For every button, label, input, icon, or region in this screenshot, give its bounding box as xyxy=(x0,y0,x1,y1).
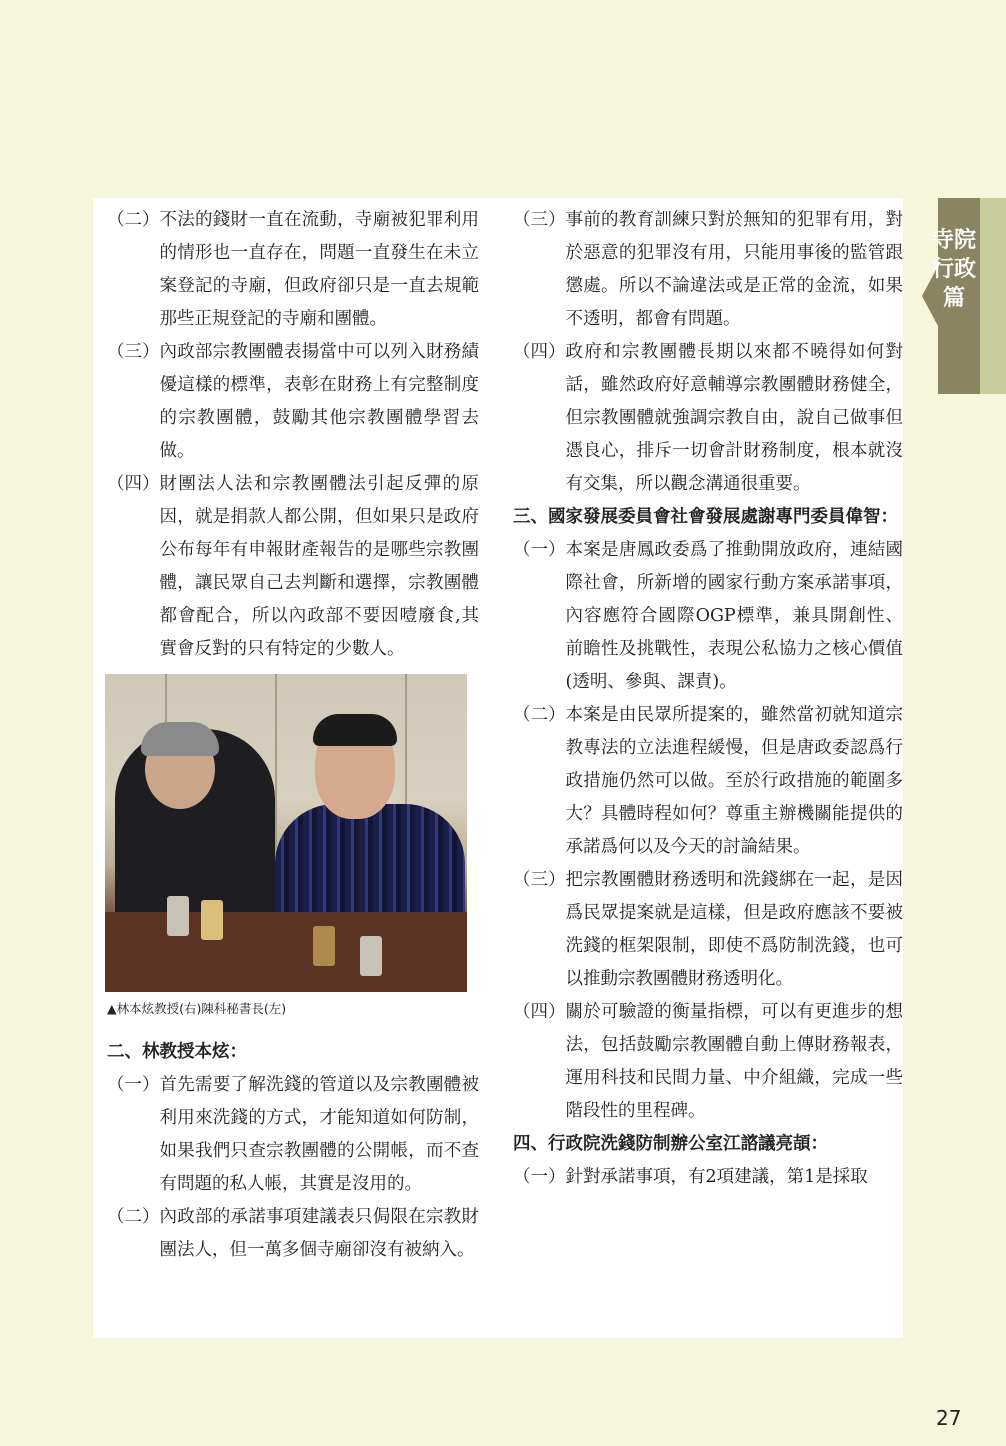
list-item xyxy=(513,204,903,336)
heading-number: 二、 xyxy=(107,1042,142,1062)
item-text: 首先需要了解洗錢的管道以及宗教團體被利用來洗錢的方式，才能知道如何防制，如果我們只查宗教團體的公開帳，而不查有問題的私人帳，其實是沒用的。 xyxy=(159,1075,479,1194)
list-item xyxy=(107,1069,479,1201)
item-text: 政府和宗教團體長期以來都不曉得如何對話，雖然政府好意輔導宗教團體財務健全，但宗教團體就強調宗教自由，說自己做事但憑良心，排斥一切會計財務制度，根本就沒有交集，所以觀念溝通很重要。 xyxy=(565,342,903,494)
item-text: 針對承諾事項，有2項建議，第1是採取 xyxy=(565,1167,868,1187)
item-text: 財團法人法和宗教團體法引起反彈的原因，就是捐款人都公開，但如果只是政府公布每年有申報財產報告的是哪些宗教團體，讓民眾自己去判斷和選擇，宗教團體都會配合，所以內政部不要因噎廢食,其實會反對的只有特定的少數人。 xyxy=(159,474,479,659)
item-text: 關於可驗證的衡量指標，可以有更進步的想法，包括鼓勵宗教團體自動上傳財務報表，運用科技和民間力量、中介組織，完成一些階段性的里程碑。 xyxy=(565,1002,903,1121)
photo-cup xyxy=(360,936,382,976)
item-text: 把宗教團體財務透明和洗錢綁在一起，是因爲民眾提案就是這樣，但是政府應該不要被洗錢的框架限制，即使不爲防制洗錢，也可以推動宗教團體財務透明化。 xyxy=(565,870,903,989)
item-number: （四） xyxy=(513,342,566,362)
item-number: （三） xyxy=(513,210,566,230)
page-number: 27 xyxy=(936,1406,962,1430)
list-item xyxy=(513,864,903,996)
item-number: （三） xyxy=(107,342,160,362)
section-heading xyxy=(513,501,903,534)
item-number: （一） xyxy=(513,540,566,560)
section-tab xyxy=(922,198,1006,394)
item-text: 本案是由民眾所提案的，雖然當初就知道宗教專法的立法進程緩慢，但是唐政委認爲行政措施仍然可以做。至於行政措施的範圍多大？具體時程如何？尊重主辦機關能提供的承諾爲何以及今天的討論結果。 xyxy=(565,705,903,857)
photo-person-left-hair xyxy=(141,722,219,756)
photo-caption: ▲林本炫教授(右)陳科秘書長(左) xyxy=(107,1001,287,1016)
item-number: （二） xyxy=(513,705,566,725)
item-number: （四） xyxy=(513,1002,566,1022)
item-text: 不法的錢財一直在流動，寺廟被犯罪利用的情形也一直存在，問題一直發生在未立案登記的寺廟，但政府卻只是一直去規範那些正規登記的寺廟和團體。 xyxy=(159,210,479,329)
section-tab-label: 寺院行政篇 xyxy=(932,228,977,311)
photo-person-right-hair xyxy=(313,714,397,746)
item-text: 本案是唐鳳政委爲了推動開放政府，連結國際社會，所新增的國家行動方案承諾事項，內容應符合國際OGP標準，兼具開創性、前瞻性及挑戰性，表現公私協力之核心價值(透明、參與、課責)。 xyxy=(565,540,903,692)
photo-cup xyxy=(167,896,189,936)
section-heading xyxy=(513,1128,903,1161)
list-item xyxy=(513,534,903,699)
right-column xyxy=(513,204,903,1194)
left-items-top xyxy=(107,204,479,666)
list-item xyxy=(513,699,903,864)
heading-number: 四、 xyxy=(513,1134,548,1154)
photo-cup xyxy=(313,926,335,966)
section-heading xyxy=(107,1036,479,1069)
heading-text: 行政院洗錢防制辦公室江諮議亮頡： xyxy=(548,1134,828,1154)
heading-text: 林教授本炫： xyxy=(142,1042,247,1062)
item-number: （一） xyxy=(107,1075,160,1095)
photo-cup xyxy=(201,900,223,940)
item-text: 事前的教育訓練只對於無知的犯罪有用，對於惡意的犯罪沒有用，只能用事後的監管跟懲處。所以不論違法或是正常的金流，如果不透明，都會有問題。 xyxy=(565,210,903,329)
heading-text: 國家發展委員會社會發展處謝專門委員偉智： xyxy=(548,507,898,527)
list-item xyxy=(107,336,479,468)
item-number: （二） xyxy=(107,210,160,230)
list-item xyxy=(513,996,903,1128)
heading-number: 三、 xyxy=(513,507,548,527)
left-column xyxy=(107,204,479,1267)
list-item xyxy=(107,204,479,336)
meeting-photo xyxy=(105,674,467,992)
list-item xyxy=(513,336,903,501)
list-item xyxy=(513,1161,903,1194)
content-panel xyxy=(93,198,903,1338)
item-number: （二） xyxy=(107,1207,160,1227)
item-text: 內政部宗教團體表揚當中可以列入財務績優這樣的標準，表彰在財務上有完整制度的宗教團體，鼓勵其他宗教團體學習去做。 xyxy=(159,342,479,461)
left-items-bottom xyxy=(107,1069,479,1267)
photo-table xyxy=(105,912,467,992)
item-number: （一） xyxy=(513,1167,566,1187)
list-item xyxy=(107,468,479,666)
list-item xyxy=(107,1201,479,1267)
item-number: （三） xyxy=(513,870,566,890)
item-number: （四） xyxy=(107,474,160,494)
item-text: 內政部的承諾事項建議表只侷限在宗教財團法人，但一萬多個寺廟卻沒有被納入。 xyxy=(159,1207,479,1260)
